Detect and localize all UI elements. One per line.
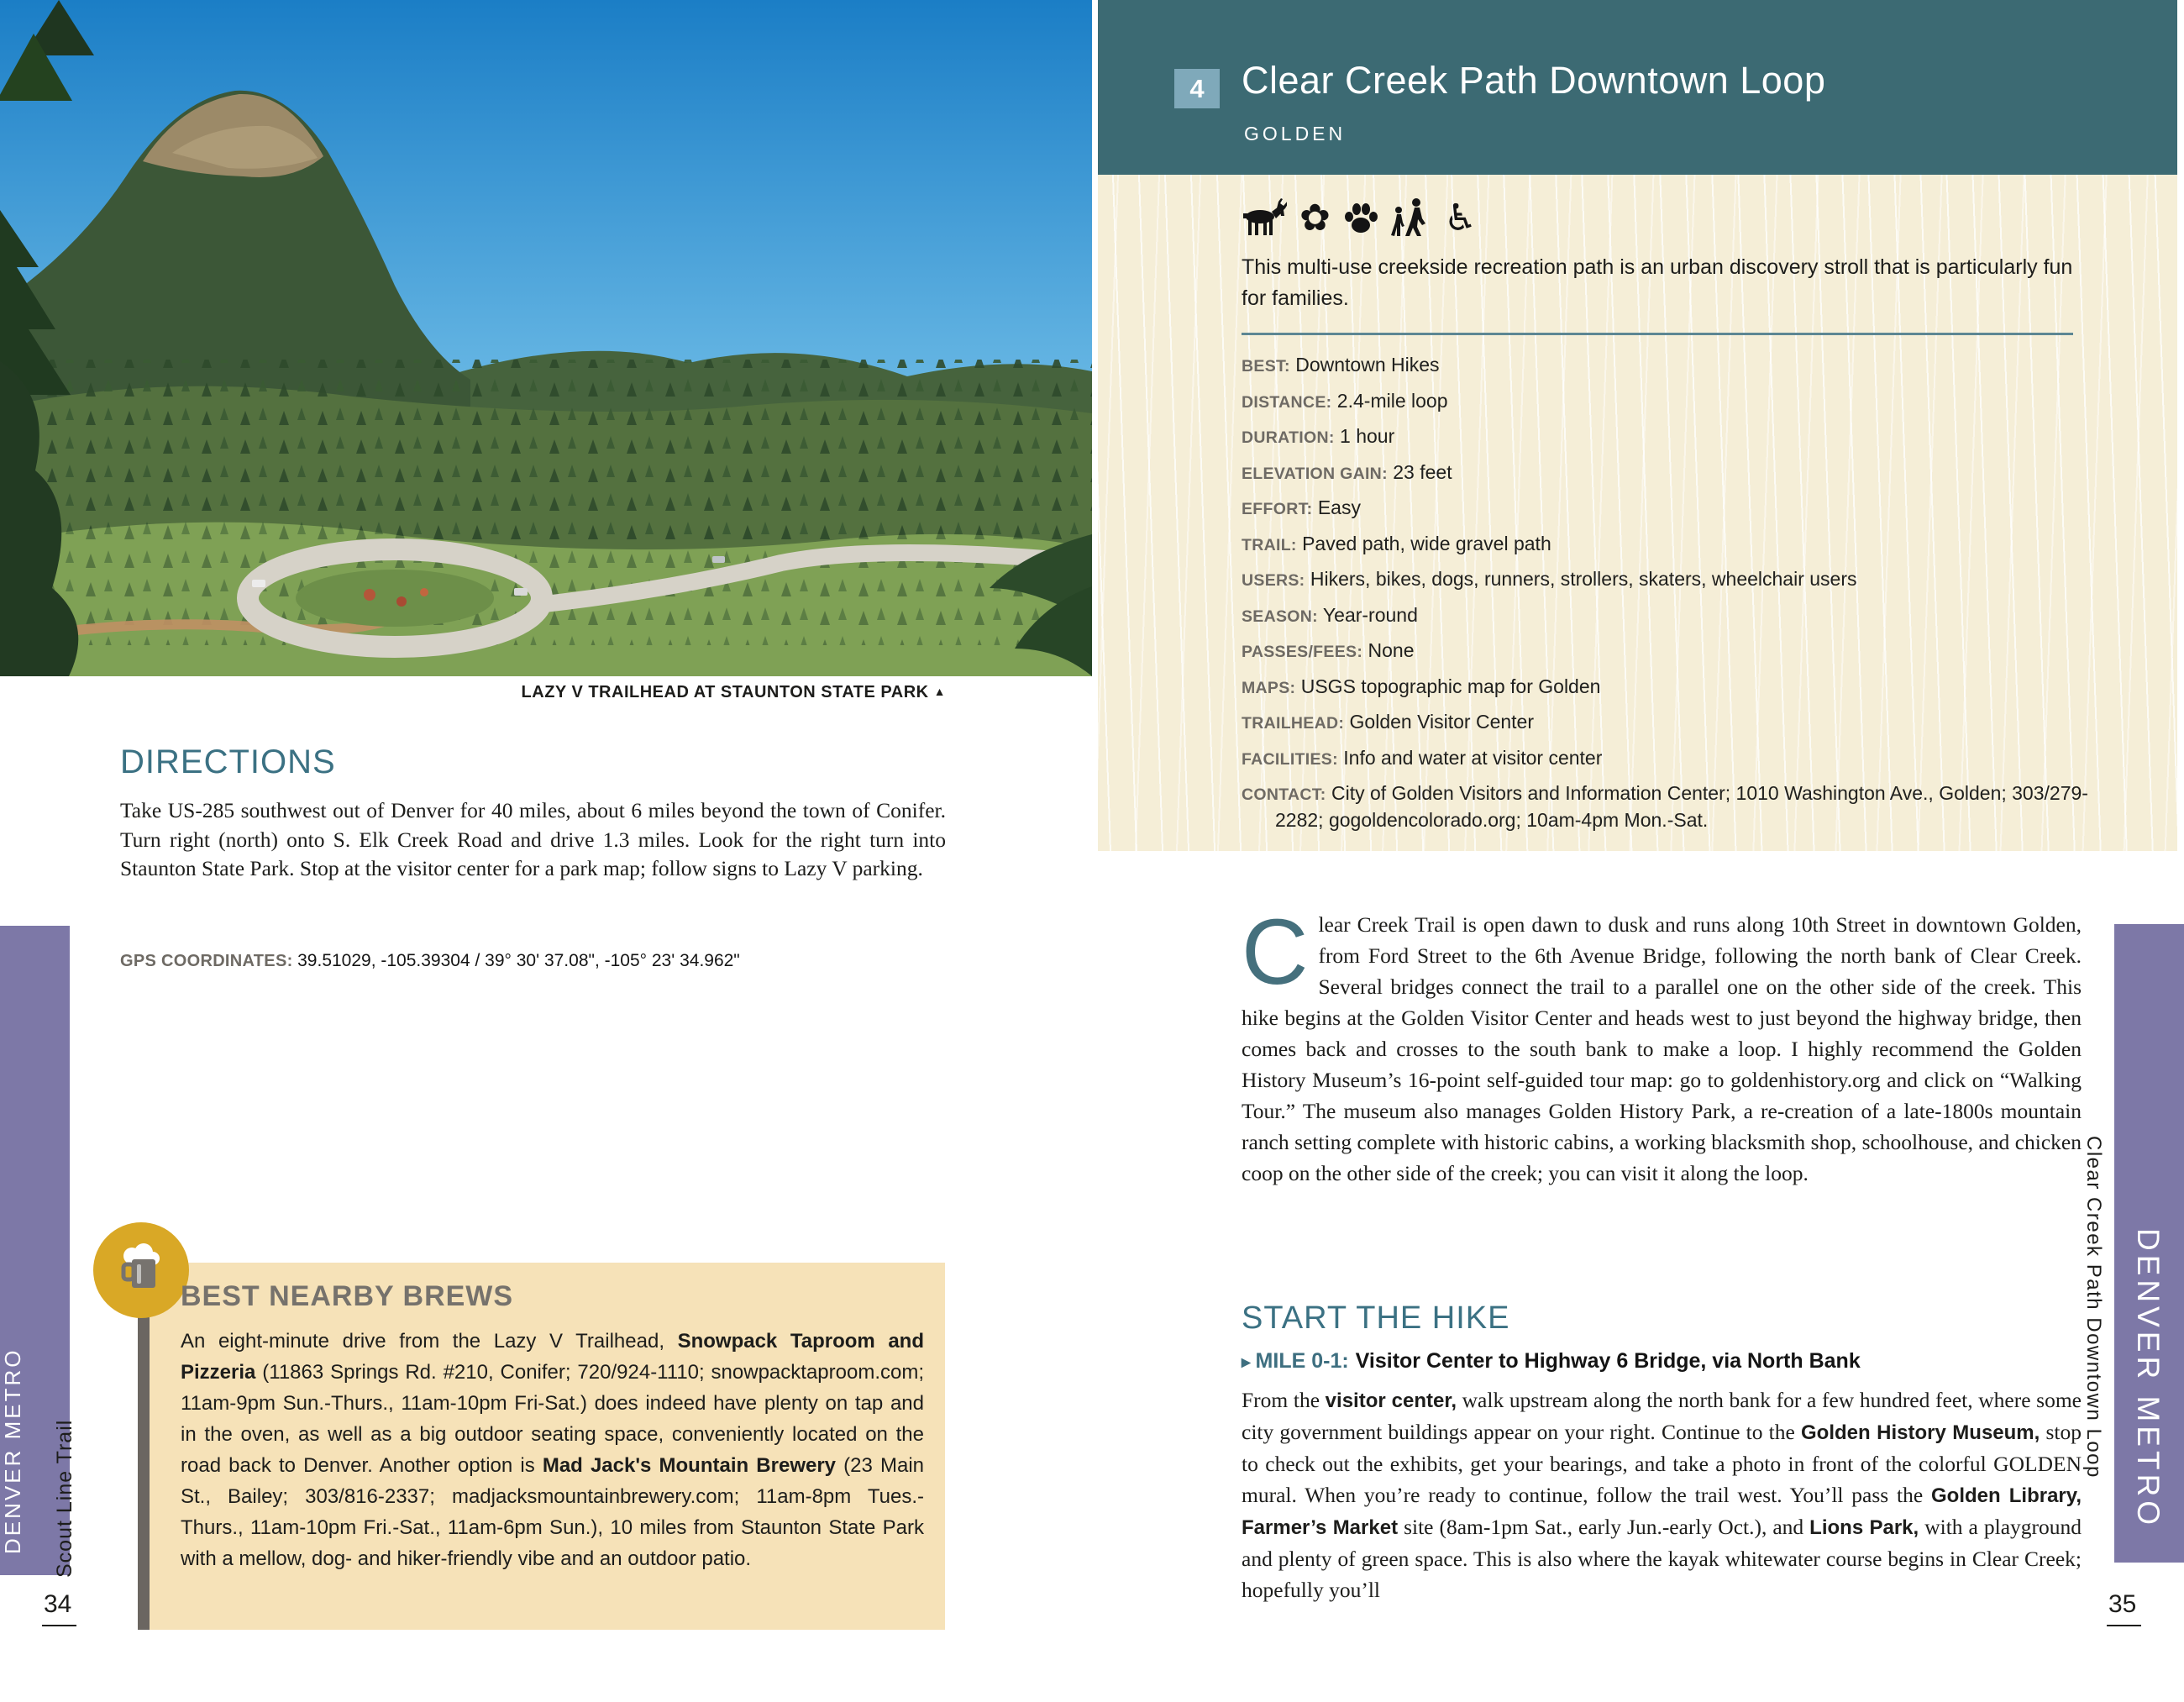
- drop-cap: C: [1242, 901, 1309, 1004]
- photo-caption: [120, 683, 946, 702]
- stat-row: [1242, 675, 2088, 701]
- stat-value: Easy: [1312, 496, 1361, 518]
- text-segment: site (8am-1pm Sat., early Jun.-early Oct.), and: [1398, 1515, 1810, 1539]
- stat-row: [1242, 746, 2088, 773]
- hike-intro: This multi-use creekside recreation path is an urban discovery stroll that is particularly fun for families.: [1242, 255, 2073, 310]
- stat-value: Year-round: [1317, 603, 1418, 626]
- directions-heading: DIRECTIONS: [120, 743, 336, 780]
- start-the-hike-heading: START THE HIKE: [1242, 1300, 1510, 1336]
- left-tab-trail-label: Scout Line Trail: [53, 1419, 76, 1578]
- deer-icon: [1242, 198, 1287, 237]
- stat-row: [1242, 460, 2088, 487]
- left-tab-region-label: DENVER METRO: [0, 1347, 25, 1554]
- pedestrians-icon: [1391, 198, 1431, 237]
- text-segment: with a playground and plenty of green space. This is also where the kayak whitewater course begins in Clear Creek; hopefully you’ll: [1242, 1515, 2082, 1602]
- right-tab-trail-label: Clear Creek Path Downtown Loop: [2082, 1136, 2105, 1479]
- hike-description: [1242, 901, 2082, 1189]
- stat-label: FACILITIES:: [1242, 749, 1338, 769]
- stat-label: SEASON:: [1242, 607, 1318, 626]
- paw-icon: [1343, 202, 1378, 237]
- text-segment: Golden Library, Farmer’s Market: [1242, 1484, 2082, 1539]
- stat-row: [1242, 567, 2088, 594]
- text-segment: Snowpack Taproom and Pizzeria: [181, 1330, 924, 1384]
- stat-row: [1242, 353, 2088, 380]
- stat-label: PASSES/FEES:: [1242, 643, 1363, 661]
- text-segment: Golden History Museum,: [1801, 1421, 2040, 1444]
- wheelchair-icon: ♿: [1443, 197, 1478, 239]
- gps-label: GPS COORDINATES:: [120, 952, 293, 970]
- brews-heading: BEST NEARBY BREWS: [181, 1280, 514, 1312]
- stat-value: Downtown Hikes: [1289, 354, 1440, 376]
- mile-heading: [1242, 1349, 1861, 1374]
- stat-label: EFFORT:: [1242, 500, 1313, 518]
- text-segment: From the: [1242, 1388, 1326, 1412]
- stat-label: USERS:: [1242, 571, 1305, 590]
- stat-value: USGS topographic map for Golden: [1295, 675, 1601, 697]
- text-segment: (23 Main St., Bailey; 303/816-2337; madjacksmountainbrewery.com; 11am-8pm Tues.-Thurs., 11am-10pm Fri.-Sat., 11am-6pm Sun.), 10 miles from Staunton State Park with a mellow, dog- and hiker-friendly vibe and an outdoor patio.: [181, 1454, 924, 1570]
- text-segment: Mad Jack's Mountain Brewery: [542, 1454, 837, 1477]
- stat-value: 1 hour: [1334, 425, 1395, 447]
- stat-row: [1242, 496, 2088, 523]
- gps-coordinates: [120, 951, 1002, 971]
- gps-value: 39.51029, -105.39304 / 39° 30' 37.08", -105° 23' 34.962": [297, 951, 740, 970]
- stat-row: [1242, 389, 2088, 416]
- beer-badge: [93, 1222, 189, 1318]
- text-segment: stop to check out the exhibits, get your bearings, and take a photo in front of the colorful GOLDEN mural. When you’re ready to continue, follow the trail west. You’ll pass the: [1242, 1420, 2082, 1507]
- stat-label: MAPS:: [1242, 678, 1296, 697]
- stat-row: [1242, 424, 2088, 451]
- photo-caption-text: LAZY V TRAILHEAD AT STAUNTON STATE PARK: [521, 683, 934, 701]
- intro-divider: [1242, 333, 2073, 335]
- mile-range: MILE 0-1:: [1255, 1349, 1349, 1373]
- hike-title: Clear Creek Path Downtown Loop: [1242, 59, 1826, 102]
- stat-row: [1242, 532, 2088, 559]
- stat-value: Paved path, wide gravel path: [1296, 532, 1551, 554]
- stat-value: Hikers, bikes, dogs, runners, strollers, skaters, wheelchair users: [1305, 568, 1857, 590]
- hike-location: GOLDEN: [1244, 123, 1347, 144]
- photo-illustration: [0, 0, 1092, 676]
- brews-paragraph: [181, 1326, 924, 1574]
- mile-title: Visitor Center to Highway 6 Bridge, via North Bank: [1355, 1349, 1861, 1373]
- description-text: lear Creek Trail is open dawn to dusk and runs along 10th Street in downtown Golden, from Ford Street to the 6th Avenue Bridge, following the north bank of Clear Creek. Several bridges connect the trail to a parallel one on the other side of the creek. This hike begins at the Golden Visitor Center and heads west to just beyond the highway bridge, then comes back and crosses to the south bank to make a loop. I highly recommend the Golden History Museum’s 16-point self-guided tour map: go to goldenhistory.org and click on “Walking Tour.” The museum also manages Golden History Park, a re-creation of a late-1800s mountain ranch setting complete with historic cabins, a working blacksmith shop, schoolhouse, and chicken coop on the other side of the creek; you can visit it along the loop.: [1242, 912, 2082, 1185]
- text-segment: Lions Park,: [1809, 1516, 1919, 1539]
- stat-value: Info and water at visitor center: [1337, 746, 1603, 769]
- text-segment: walk upstream along the north bank for a few hundred feet, where some city government buildings appear on your right. Continue to the: [1242, 1388, 2082, 1444]
- mile-paragraph: [1242, 1384, 2082, 1605]
- stat-label: TRAILHEAD:: [1242, 714, 1345, 733]
- caption-arrow-icon: ▲: [933, 685, 946, 698]
- stat-label: DISTANCE:: [1242, 392, 1332, 412]
- page-number-left: 34: [42, 1590, 76, 1626]
- page-number-right: 35: [2107, 1590, 2141, 1626]
- directions-paragraph: Take US-285 southwest out of Denver for 40 miles, about 6 miles beyond the town of Conifer. Turn right (north) onto S. Elk Creek Road and drive 1.3 miles. Look for the right turn into Staunton State Park. Stop at the visitor center for a park map; follow signs to Lazy V parking.: [120, 798, 946, 880]
- trailhead-photo: [0, 0, 1092, 676]
- stat-label: ELEVATION GAIN:: [1242, 464, 1388, 483]
- amenity-icons-row: [1242, 197, 1477, 237]
- beer-mug-icon: [113, 1242, 169, 1298]
- stat-label: TRAIL:: [1242, 535, 1297, 554]
- text-segment: (11863 Springs Rd. #210, Conifer; 720/924-1110; snowpacktaproom.com; 11am-9pm Sun.-Thurs., 11am-10pm Fri-Sat.) does indeed have plenty on tap and in the oven, as well as a big outdoor seating space, conveniently located on the road back to Denver. Another option is: [181, 1361, 924, 1477]
- stat-value: 23 feet: [1387, 460, 1452, 483]
- mile-marker-icon: ▸: [1242, 1353, 1251, 1372]
- hike-number-badge: 4: [1174, 69, 1220, 108]
- stat-row: [1242, 781, 2088, 835]
- stat-row: [1242, 710, 2088, 737]
- stat-value: None: [1362, 639, 1415, 661]
- stat-value: Golden Visitor Center: [1344, 711, 1535, 733]
- stats-list: [1242, 353, 2088, 844]
- text-segment: An eight-minute drive from the Lazy V Trailhead,: [181, 1330, 678, 1353]
- stat-row: [1242, 603, 2088, 630]
- stat-row: [1242, 638, 2088, 665]
- right-tab-region-label: DENVER METRO: [2131, 1228, 2166, 1530]
- flower-icon: ✿: [1299, 197, 1331, 239]
- stat-label: CONTACT:: [1242, 785, 1326, 804]
- stat-label: BEST:: [1242, 357, 1290, 376]
- stat-value: City of Golden Visitors and Information Center; 1010 Washington Ave., Golden; 303/279-2282; gogoldencolorado.org; 10am-4pm Mon.-Sat.: [1275, 782, 2088, 831]
- text-segment: visitor center,: [1325, 1389, 1457, 1412]
- stat-value: 2.4-mile loop: [1331, 389, 1448, 412]
- stat-label: DURATION:: [1242, 428, 1335, 447]
